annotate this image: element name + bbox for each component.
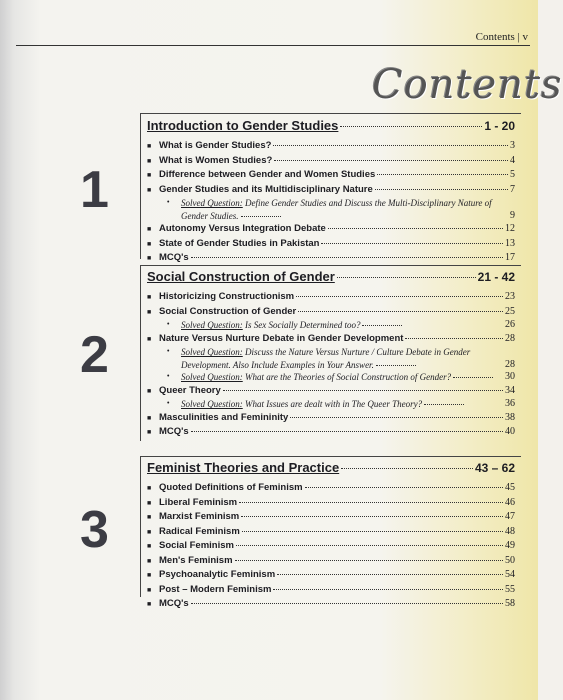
entry-page: 17	[505, 252, 515, 263]
entry-page: 49	[505, 540, 515, 551]
square-bullet-icon: ■	[147, 308, 152, 316]
square-bullet-icon: ■	[147, 528, 152, 536]
chapter-page-range: 21 - 42	[477, 270, 515, 284]
header-rule	[16, 45, 530, 46]
toc-entry[interactable]	[147, 305, 515, 320]
square-bullet-icon: ■	[147, 601, 152, 608]
entry-label: Masculinities and Femininity	[159, 411, 289, 423]
chapter-heading[interactable]	[147, 269, 515, 284]
entry-page: 40	[505, 426, 515, 437]
entry-page: 45	[505, 482, 515, 493]
square-bullet-icon: ■	[147, 335, 152, 343]
leader-dots	[236, 545, 503, 546]
chapter-2-number: 2	[80, 326, 107, 384]
entry-page: 3	[510, 140, 515, 151]
leader-dots	[235, 560, 503, 561]
entry-label: Quoted Definitions of Feminism	[159, 482, 303, 493]
chapter-page-range: 1 - 20	[484, 119, 515, 133]
entry-page: 5	[510, 169, 515, 180]
circle-bullet-icon: •	[167, 199, 170, 206]
toc-entry[interactable]	[147, 425, 515, 440]
toc-solved-question[interactable]	[147, 371, 515, 384]
leader-dots	[191, 257, 503, 258]
toc-entry[interactable]	[147, 496, 515, 511]
leader-dots	[273, 145, 508, 146]
entry-page: 34	[505, 384, 515, 396]
square-bullet-icon: ■	[147, 557, 152, 565]
entry-label: MCQ's	[159, 252, 189, 263]
toc-entry[interactable]	[147, 481, 515, 496]
square-bullet-icon: ■	[147, 143, 152, 150]
leader-dots	[405, 338, 503, 339]
leader-dots	[340, 126, 482, 127]
toc-entry[interactable]	[147, 583, 515, 598]
square-bullet-icon: ■	[147, 485, 152, 492]
toc-entry[interactable]	[147, 332, 515, 347]
toc-entry[interactable]	[147, 290, 515, 305]
entry-page: 9	[510, 209, 515, 221]
toc-solved-question[interactable]	[147, 398, 515, 411]
entry-label: Liberal Feminism	[159, 496, 238, 508]
leader-dots	[242, 531, 503, 532]
entry-label: Men's Feminism	[159, 554, 233, 566]
entry-label: What are the Theories of Social Construction of Gender?	[244, 372, 452, 382]
square-bullet-icon: ■	[147, 240, 152, 248]
solved-label: Solved Question:	[181, 399, 243, 409]
toc-entry[interactable]	[147, 237, 515, 252]
entry-label: Social Construction of Gender	[159, 305, 297, 317]
entry-label: Gender Studies and its Multidisciplinary Nature	[159, 183, 373, 195]
leader-dots	[191, 431, 503, 432]
entry-label: State of Gender Studies in Pakistan	[159, 237, 320, 249]
solved-label: Solved Question:	[181, 198, 243, 208]
square-bullet-icon: ■	[147, 157, 152, 165]
entry-page: 47	[505, 511, 515, 522]
chapter-2-block	[147, 269, 515, 440]
entry-label: Psychoanalytic Feminism	[159, 569, 276, 580]
entry-page: 48	[505, 525, 515, 537]
toc-entry[interactable]	[147, 139, 515, 154]
square-bullet-icon: ■	[147, 172, 152, 179]
entry-label: Autonomy Versus Integration Debate	[159, 223, 326, 234]
leader-dots	[298, 311, 503, 312]
entry-page: 46	[505, 496, 515, 508]
entry-page: 7	[510, 183, 515, 195]
entry-label: Post – Modern Feminism	[159, 583, 272, 595]
leader-dots	[273, 589, 503, 590]
entry-label: Discuss the Nature Versus Nurture / Culture Debate in Gender Development. Also Include Examples in Your Answer.	[181, 347, 471, 370]
square-bullet-icon: ■	[147, 514, 152, 521]
entry-label: Marxist Feminism	[159, 511, 240, 522]
square-bullet-icon: ■	[147, 226, 152, 233]
chapter-3-number: 3	[80, 501, 107, 559]
running-head: Contents | v	[475, 31, 528, 43]
entry-page: 30	[505, 371, 515, 382]
leader-dots	[296, 296, 503, 297]
page-title: Contents	[372, 62, 563, 108]
entry-label: What Issues are dealt with in The Queer Theory?	[244, 399, 423, 409]
entry-label: Define Gender Studies and Discuss the Multi-Disciplinary Nature of Gender Studies.	[181, 198, 492, 221]
leader-dots	[453, 377, 493, 378]
entry-page: 54	[505, 569, 515, 580]
entry-page: 28	[505, 332, 515, 344]
entry-page: 28	[505, 358, 515, 370]
leader-dots	[241, 516, 503, 517]
entry-label: Nature Versus Nurture Debate in Gender Development	[159, 332, 404, 344]
leader-dots	[191, 603, 503, 604]
chapter-heading[interactable]	[147, 118, 515, 133]
circle-bullet-icon: •	[167, 321, 170, 328]
square-bullet-icon: ■	[147, 414, 152, 422]
entry-page: 4	[510, 154, 515, 166]
leader-dots	[424, 404, 464, 405]
leader-dots	[223, 390, 503, 391]
toc-entry[interactable]	[147, 510, 515, 525]
chapter-title: Feminist Theories and Practice	[147, 460, 340, 475]
toc-solved-question[interactable]	[147, 346, 515, 371]
solved-label: Solved Question:	[181, 320, 243, 330]
square-bullet-icon: ■	[147, 387, 152, 395]
entry-page: 26	[505, 319, 515, 330]
entry-label: Radical Feminism	[159, 525, 240, 537]
toc-entry[interactable]	[147, 222, 515, 237]
circle-bullet-icon: •	[167, 400, 170, 407]
entry-page: 55	[505, 583, 515, 595]
entry-label: Historicizing Constructionism	[159, 291, 295, 302]
chapter-1-block	[147, 118, 515, 266]
toc-solved-question[interactable]	[147, 319, 515, 332]
chapter-heading[interactable]	[147, 460, 515, 475]
leader-dots	[377, 174, 508, 175]
chapter-title: Introduction to Gender Studies	[147, 118, 339, 133]
leader-dots	[241, 216, 281, 217]
entry-label: Queer Theory	[159, 384, 221, 396]
chapter-3-block	[147, 460, 515, 612]
chapter-page-range: 43 – 62	[474, 461, 515, 475]
square-bullet-icon: ■	[147, 499, 152, 507]
toc-entry[interactable]	[147, 411, 515, 426]
toc-entry[interactable]	[147, 525, 515, 540]
toc-entry[interactable]	[147, 154, 515, 169]
entry-page: 23	[505, 291, 515, 302]
leader-dots	[239, 502, 503, 503]
entry-label: Is Sex Socially Determined too?	[244, 320, 361, 330]
square-bullet-icon: ■	[147, 186, 152, 194]
entry-page: 38	[505, 411, 515, 423]
leader-dots	[274, 160, 508, 161]
entry-page: 36	[505, 398, 515, 409]
square-bullet-icon: ■	[147, 572, 152, 579]
chapter-1-number: 1	[80, 161, 107, 219]
leader-dots	[290, 417, 503, 418]
entry-page: 12	[505, 223, 515, 234]
leader-dots	[341, 468, 473, 469]
square-bullet-icon: ■	[147, 294, 152, 301]
leader-dots	[376, 365, 416, 366]
square-bullet-icon: ■	[147, 543, 152, 550]
entry-label: Social Feminism	[159, 540, 234, 551]
leader-dots	[375, 189, 508, 190]
toc-entry[interactable]	[147, 554, 515, 569]
entry-label: MCQ's	[159, 426, 189, 437]
entry-label: What is Women Studies?	[159, 154, 273, 166]
toc-entry[interactable]	[147, 568, 515, 583]
entry-page: 25	[505, 305, 515, 317]
toc-entry[interactable]	[147, 597, 515, 612]
entry-page: 13	[505, 237, 515, 249]
toc-entry[interactable]	[147, 183, 515, 198]
entry-page: 58	[505, 598, 515, 609]
toc-entry[interactable]	[147, 539, 515, 554]
leader-dots	[328, 228, 503, 229]
leader-dots	[362, 325, 402, 326]
toc-entry[interactable]	[147, 251, 515, 266]
leader-dots	[305, 487, 503, 488]
circle-bullet-icon: •	[167, 373, 170, 380]
toc-solved-question[interactable]	[147, 197, 515, 222]
entry-label: MCQ's	[159, 598, 189, 609]
square-bullet-icon: ■	[147, 429, 152, 436]
solved-label: Solved Question:	[181, 347, 243, 357]
entry-page: 50	[505, 554, 515, 566]
square-bullet-icon: ■	[147, 586, 152, 594]
circle-bullet-icon: •	[167, 348, 170, 355]
solved-label: Solved Question:	[181, 372, 243, 382]
leader-dots	[277, 574, 503, 575]
entry-label: What is Gender Studies?	[159, 140, 272, 151]
leader-dots	[321, 243, 503, 244]
chapter-title: Social Construction of Gender	[147, 269, 335, 284]
toc-entry[interactable]	[147, 384, 515, 399]
entry-label: Difference between Gender and Women Studies	[159, 169, 376, 180]
square-bullet-icon: ■	[147, 255, 152, 262]
leader-dots	[337, 277, 476, 278]
toc-entry[interactable]	[147, 168, 515, 183]
